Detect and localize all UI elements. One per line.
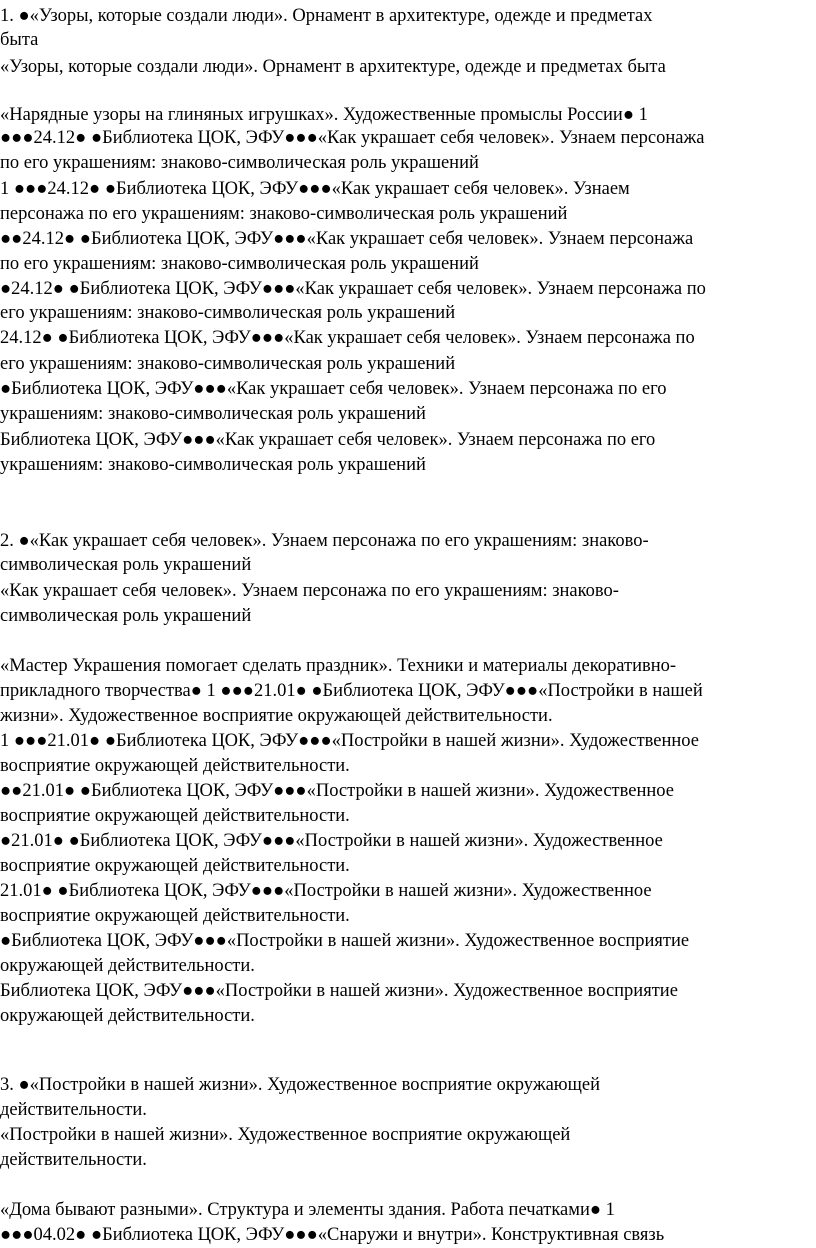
text-line: украшениям: знаково-символическая роль украшений: [0, 455, 426, 475]
text-line: ●24.12● ●Библиотека ЦОК, ЭФУ●●●«Как украшает себя человек». Узнаем персонажа по: [0, 279, 706, 299]
text-line: 21.01● ●Библиотека ЦОК, ЭФУ●●●«Постройки в нашей жизни». Художественное: [0, 881, 652, 901]
text-line: символическая роль украшений: [0, 555, 252, 575]
text-line: 1 ●●●24.12● ●Библиотека ЦОК, ЭФУ●●●«Как украшает себя человек». Узнаем: [0, 179, 630, 199]
text-line: «Нарядные узоры на глиняных игрушках». Художественные промыслы России● 1: [0, 105, 648, 125]
text-line: окружающей действительности.: [0, 956, 255, 976]
text-line: ●Библиотека ЦОК, ЭФУ●●●«Постройки в нашей жизни». Художественное восприятие: [0, 931, 690, 951]
text-line: персонажа по его украшениям: знаково-символическая роль украшений: [0, 204, 568, 224]
text-line: восприятие окружающей действительности.: [0, 756, 350, 776]
text-line: «Дома бывают разными». Структура и элементы здания. Работа печатками● 1: [0, 1200, 615, 1220]
text-line: «Постройки в нашей жизни». Художественное восприятие окружающей: [0, 1125, 571, 1145]
text-line: его украшениям: знаково-символическая роль украшений: [0, 303, 456, 323]
text-line: ●●24.12● ●Библиотека ЦОК, ЭФУ●●●«Как украшает себя человек». Узнаем персонажа: [0, 229, 694, 249]
text-line: Библиотека ЦОК, ЭФУ●●●«Постройки в нашей жизни». Художественное восприятие: [0, 981, 678, 1001]
text-line: окружающей действительности.: [0, 1006, 255, 1026]
text-line: [0, 503, 816, 529]
text-line: по его украшениям: знаково-символическая роль украшений: [0, 254, 479, 274]
text-line: действительности.: [0, 1100, 147, 1120]
text-line: по его украшениям: знаково-символическая роль украшений: [0, 153, 479, 173]
text-line: [0, 1030, 816, 1056]
text-line: ●21.01● ●Библиотека ЦОК, ЭФУ●●●«Постройки в нашей жизни». Художественное: [0, 831, 663, 851]
text-line: 3. ●«Постройки в нашей жизни». Художественное восприятие окружающей: [0, 1075, 600, 1095]
text-line: 1. ●«Узоры, которые создали люди». Орнамент в архитектуре, одежде и предметах: [0, 6, 653, 26]
text-line: украшениям: знаково-символическая роль украшений: [0, 404, 426, 424]
text-line: ●●●04.02● ●Библиотека ЦОК, ЭФУ●●●«Снаружи и внутри». Конструктивная связь: [0, 1225, 665, 1245]
text-line: «Как украшает себя человек». Узнаем персонажа по его украшениям: знаково-: [0, 581, 619, 601]
text-line: символическая роль украшений: [0, 606, 252, 626]
text-line: 2. ●«Как украшает себя человек». Узнаем персонажа по его украшениям: знаково-: [0, 531, 649, 551]
text-line: быта: [0, 30, 39, 50]
text-line: «Мастер Украшения помогает сделать праздник». Техники и материалы декоративно-: [0, 656, 677, 676]
text-line: «Узоры, которые создали люди». Орнамент в архитектуре, одежде и предметах быта: [0, 57, 666, 77]
text-line: жизни». Художественное восприятие окружающей действительности.: [0, 706, 553, 726]
text-line: 24.12● ●Библиотека ЦОК, ЭФУ●●●«Как украшает себя человек». Узнаем персонажа по: [0, 328, 695, 348]
text-line: [0, 1172, 816, 1198]
text-line: [0, 478, 816, 504]
text-line: восприятие окружающей действительности.: [0, 906, 350, 926]
text-line: ●Библиотека ЦОК, ЭФУ●●●«Как украшает себя человек». Узнаем персонажа по его: [0, 379, 667, 399]
text-line: восприятие окружающей действительности.: [0, 856, 350, 876]
text-line: Библиотека ЦОК, ЭФУ●●●«Как украшает себя человек». Узнаем персонажа по его: [0, 430, 656, 450]
text-line: ●●21.01● ●Библиотека ЦОК, ЭФУ●●●«Постройки в нашей жизни». Художественное: [0, 781, 674, 801]
text-line: его украшениям: знаково-символическая роль украшений: [0, 354, 456, 374]
text-line: [0, 628, 816, 654]
text-line: 1 ●●●21.01● ●Библиотека ЦОК, ЭФУ●●●«Постройки в нашей жизни». Художественное: [0, 731, 699, 751]
text-line: действительности.: [0, 1150, 147, 1170]
text-line: восприятие окружающей действительности.: [0, 806, 350, 826]
text-line: прикладного творчества● 1 ●●●21.01● ●Библиотека ЦОК, ЭФУ●●●«Постройки в нашей: [0, 681, 703, 701]
text-line: ●●●24.12● ●Библиотека ЦОК, ЭФУ●●●«Как украшает себя человек». Узнаем персонажа: [0, 128, 705, 148]
